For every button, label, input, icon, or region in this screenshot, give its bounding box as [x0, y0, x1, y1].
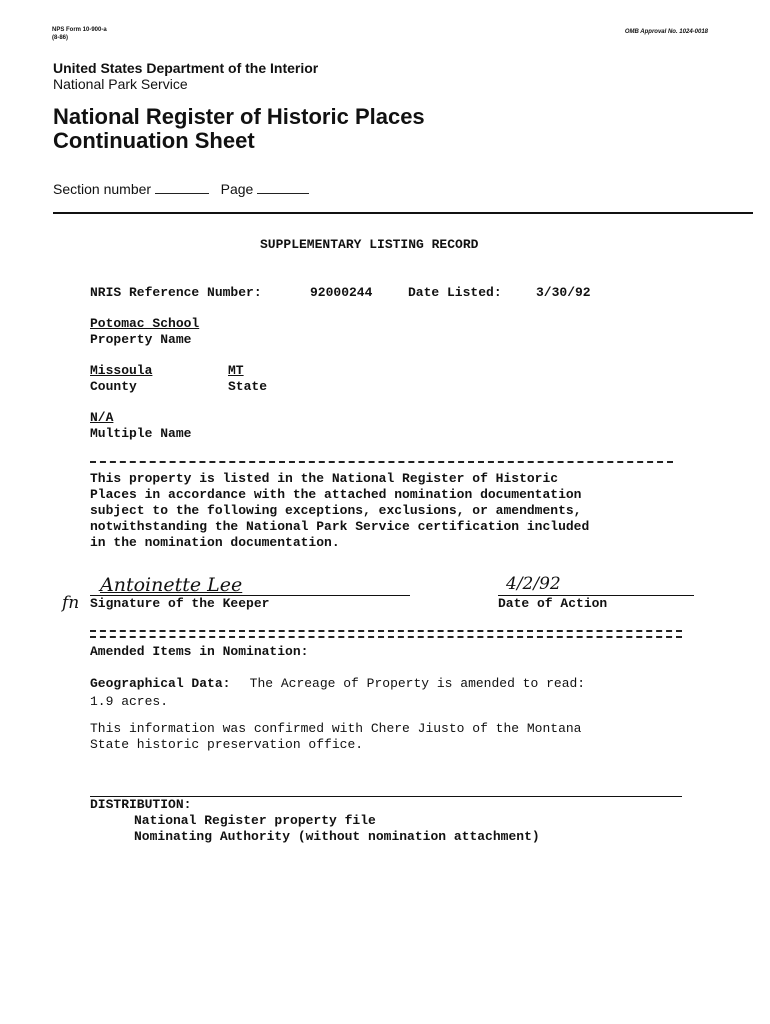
- page-number-blank: [257, 183, 309, 194]
- confirm-line: This information was confirmed with Chere Jiusto of the Montana: [90, 721, 582, 736]
- header-rule: [53, 212, 753, 214]
- amended-heading: Amended Items in Nomination:: [90, 644, 309, 659]
- date-listed-value: 3/30/92: [536, 285, 591, 300]
- initials-handwritten: fn: [62, 593, 80, 613]
- property-name-value: Potomac School: [90, 316, 200, 331]
- distribution-item: National Register property file: [134, 813, 376, 828]
- page-title: National Register of Historic Places: [53, 104, 425, 129]
- signature-label: Signature of the Keeper: [90, 596, 270, 611]
- confirmation-text: [90, 721, 581, 753]
- county-label: County: [90, 379, 137, 394]
- section-number-label: Section number: [53, 181, 152, 197]
- date-listed-label: Date Listed:: [408, 285, 502, 300]
- section-page-line: [53, 181, 309, 197]
- geo-text-cont: 1.9 acres.: [90, 694, 169, 709]
- confirm-line: State historic preservation office.: [90, 737, 364, 752]
- action-date-handwritten: 4/2/92: [506, 574, 561, 594]
- geographical-data: [90, 674, 585, 710]
- department-name: United States Department of the Interior: [53, 60, 319, 76]
- distribution-heading: DISTRIBUTION:: [90, 797, 192, 812]
- nris-label: NRIS Reference Number:: [90, 285, 262, 300]
- form-number-text: NPS Form 10-900-a: [52, 27, 107, 33]
- date-action-label: Date of Action: [498, 596, 608, 611]
- omb-approval: OMB Approval No. 1024-0018: [624, 29, 708, 35]
- double-divider: [90, 630, 682, 638]
- service-name: National Park Service: [53, 76, 188, 92]
- certification-line: Places in accordance with the attached nomination documentation: [90, 487, 582, 502]
- section-number-blank: [155, 183, 209, 194]
- page-label: Page: [220, 181, 254, 197]
- record-heading: SUPPLEMENTARY LISTING RECORD: [260, 237, 479, 252]
- certification-line: notwithstanding the National Park Service certification included: [90, 519, 590, 534]
- distribution-item: Nominating Authority (without nomination attachment): [134, 829, 540, 844]
- certification-text: [90, 471, 589, 551]
- geo-label: Geographical Data:: [90, 676, 231, 691]
- certification-line: subject to the following exceptions, exclusions, or amendments,: [90, 503, 582, 518]
- multiple-name-label: Multiple Name: [90, 426, 192, 441]
- county-value: Missoula: [90, 363, 153, 378]
- geo-text: The Acreage of Property is amended to read:: [249, 676, 586, 691]
- certification-line: in the nomination documentation.: [90, 535, 340, 550]
- form-date-text: (8-86): [52, 35, 69, 41]
- dashed-divider: [90, 461, 673, 463]
- keeper-signature: Antoinette Lee: [100, 574, 243, 596]
- state-label: State: [228, 379, 268, 394]
- multiple-name-value: N/A: [90, 410, 114, 425]
- state-value: MT: [228, 363, 244, 378]
- nris-value: 92000244: [310, 285, 373, 300]
- property-name-label: Property Name: [90, 332, 192, 347]
- page-subtitle: Continuation Sheet: [53, 128, 255, 153]
- form-number: [52, 26, 107, 42]
- certification-line: This property is listed in the National Register of Historic: [90, 471, 559, 486]
